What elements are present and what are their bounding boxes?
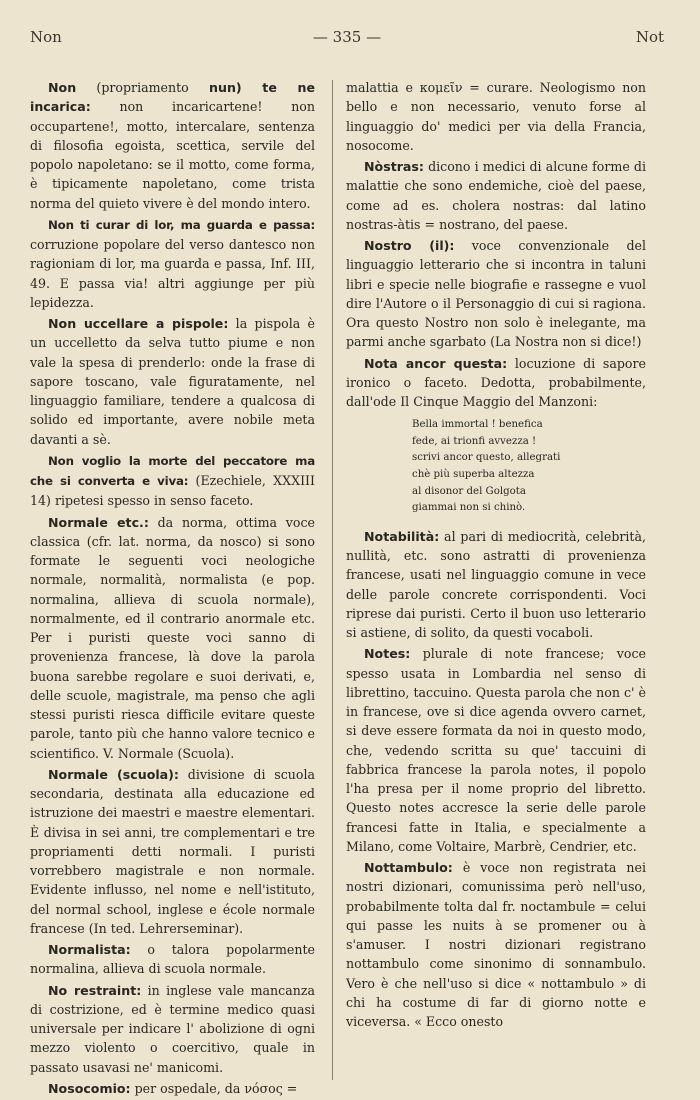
column-divider [332,80,333,1080]
entry-headword: Non [48,80,77,95]
verse-line: Bella immortal ! benefica [412,419,543,431]
entry-headword: Normalista: [48,942,131,957]
entry-text: al pari di mediocrità, celebrità, nullità, etc. sono astratti di provenienza francese, usati nel linguaggio comune in vece delle parole concrete corrispondenti. Voci riprese dai puristi. Certo il buon uso letterario si astiene, di solito, da questi vocaboli. [346,528,646,641]
entry-text: per ospedale, da νόσος = [130,1080,298,1096]
verse-quote [412,417,646,517]
page-number: — 335 — [312,28,382,46]
entry-text: la pispola è un uccelletto da selva tutto piume e non vale la spesa di prenderlo: onde la frase di sapore toscano, vale figuratamente, nel linguaggio familiare, tendere a qualcosa di solido ed importante, avere nobile meta davanti a sè. [30,316,315,447]
entry-text: plurale di note francese; voce spesso usata in Lombardia nel senso di librettino, taccuino. Questa parola che non c' è in francese, ove si dice agenda ovvero carnet, si deve essere formata da noi in questo modo, che, vedendo scritta su que' taccuini di fabbrica francese la parola notes, il popolo l'ha presa per il nome proprio del libretto. Questo notes accresce la serie delle parole francesi fatte in Italia, e specialmente a Milano, come Voltaire, Marbrè, Cendrier, etc. [346,646,646,854]
entry-non-ti-curar [30,215,315,312]
verse-line: al disonor del Golgota [412,485,526,497]
entry-no-restraint [30,981,315,1077]
entry-headword: Notes: [364,646,411,662]
entry-headword: Normale (scuola): [48,766,179,782]
entry-nottambulo [346,858,646,1031]
verse-line: giammai non si chinò. [412,502,526,514]
entry-nostras [346,157,646,234]
entry-normalista [30,940,315,979]
entry-headword: No restraint: [48,982,142,998]
entry-non-voglio [30,451,315,511]
entry-headword: Nosocomio: [48,1080,131,1096]
entry-aside: (propriamento [76,80,210,95]
entry-text: in inglese vale mancanza di costrizione, ed è termine medico quasi universale per indicare l' abolizione di ogni mezzo violento o coercitivo, quale in passato usavasi ne' manicomi. [30,982,315,1075]
entry-nosocomio [30,1079,315,1098]
verse-line: scrivi ancor questo, allegrati [412,452,561,464]
entry-notes [346,644,646,856]
entry-headword: Non uccellare a pispole: [48,316,229,331]
entry-notabilita [346,527,646,643]
entry-headword: Nottambulo: [364,860,453,876]
entry-nosocomio-cont [346,78,646,155]
entry-headword: Non voglio la morte del peccatore ma che si converta e viva: [30,453,315,488]
entry-text: corruzione popolare del verso dantesco non ragioniam di lor, ma guarda e passa, Inf. III, 49. E passa via! altri aggiunge per più lepidezza. [30,237,315,310]
right-column [346,78,646,1033]
entry-non-te-ne-incarica [30,78,315,213]
running-head [30,28,664,50]
entry-nostro [346,236,646,352]
header-right-guideword: Not [635,28,664,46]
entry-headword: Normale etc.: [48,514,149,530]
entry-text: voce convenzionale del linguaggio letterario che si incontra in taluni libri e specie nelle biografie e rassegne e vuol dire l'Autore o il Personaggio di cui si ragiona. Ora questo Nostro non solo è inelegante, ma parmi anche sgarbato (La Nostra non si dice!) [346,238,646,350]
entry-headword: Notabilità: [364,528,440,544]
entry-headword-cont: nun) te ne incarica: [30,80,315,115]
left-column [30,78,315,1100]
entry-text: dicono i medici di alcune forme di malattie che sono endemiche, cioè del paese, come ad es. cholera nostras: dal latino nostras-àtis = nostrano, del paese. [346,159,646,232]
entry-text: o talora popolarmente normalina, allieva di scuola normale. [30,942,315,977]
entry-text: malattia e κομεῖν = curare. Neologismo non bello e non necessario, venuto forse al linguaggio do' medici per via della Francia, nosocome. [346,80,646,153]
entry-non-uccellare [30,314,315,449]
verse-line: fede, ai trionfi avvezza ! [412,435,537,447]
entry-headword: Non ti curar di lor, ma guarda e passa: [48,217,315,232]
entry-headword: Nostro (il): [364,238,455,253]
verse-line: chè più superba altezza [412,469,535,481]
header-left-guideword: Non [30,28,62,46]
entry-text: locuzione di sapore ironico o faceto. Dedotta, probabilmente, dall'ode Il Cinque Maggio del Manzoni: [346,355,646,409]
entry-text: divisione di scuola secondaria, destinata alla educazione ed istruzione dei maestri e maestre elementari. È divisa in sei anni, tre complementari e tre propriamenti detti normali. I puristi vorrebbero magistrale e non normale. Evidente influsso, nel nome e nell'istituto, del normal school, inglese e école normale francese (In ted. Lehrerseminar). [30,766,315,936]
entry-nota-ancor-questa [346,354,646,412]
entry-text: (Ezechiele, XXXIII 14) ripetesi spesso in senso faceto. [30,473,316,509]
entry-text: non incaricartene! non occupartene!, motto, intercalare, sentenza di filosofia egoista, scettica, servile del popolo napoletano: se il motto, come forma, è tipicamente napoletano, come trista norma del quieto vivere è del mondo intero. [30,99,315,211]
entry-text: è voce non registrata nei nostri dizionari, comunissima però nell'uso, probabilmente tolta dal fr. noctambule = celui qui passe les nuits à se promener ou à s'amuser. I nostri dizionari registrano nottambulo come sinonimo di sonnambulo. Vero è che nell'uso si dice « nottambulo » di chi ha costume di far di giorno notte e viceversa. « Ecco onesto [346,860,646,1030]
entry-headword: Nòstras: [364,159,424,174]
entry-normale [30,513,315,763]
entry-headword: Nota ancor questa: [364,355,508,371]
entry-text: da norma, ottima voce classica (cfr. lat. norma, da nosco) si sono formate le seguenti voci neologiche normale, normalità, normalista (e pop. normalina, allieva di scuola normale), normalmente, ed il contrario anormale etc. Per i puristi queste voci sanno di provenienza francese, là dove la parola buona sarebbe regolare e suoi derivati, e, delle scuole, magistrale, ma penso che agli stessi puristi riesca difficile evitare queste parole, tanto più che hanno valore tecnico e scientifico. V. Normale (Scuola). [30,514,315,761]
entry-normale-scuola [30,765,315,938]
